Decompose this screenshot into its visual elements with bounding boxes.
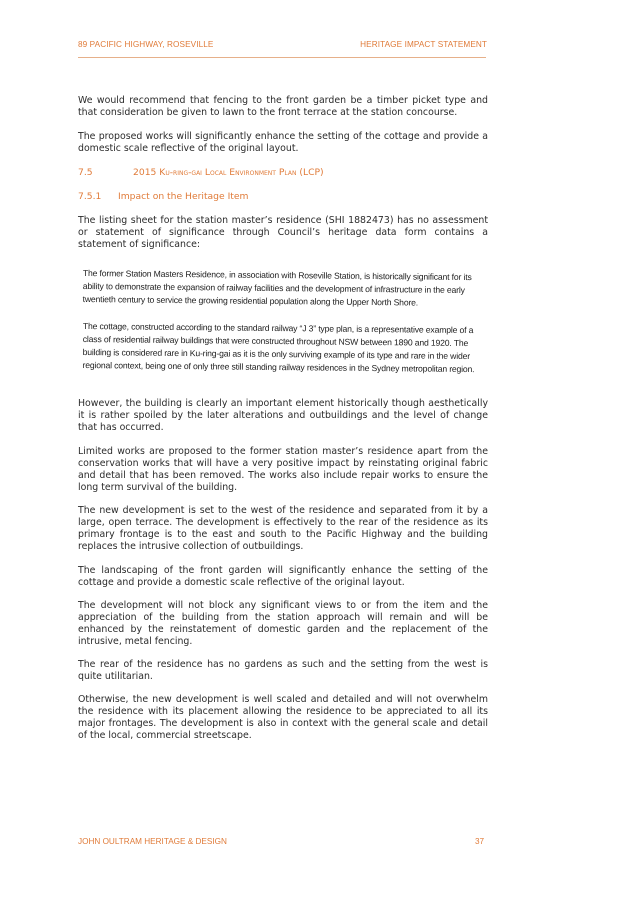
paragraph-text: We would recommend that fencing to the front garden be a timber picket type and that consideration be given to lawn to the front terrace at the station concourse. xyxy=(78,95,488,118)
paragraph-views xyxy=(78,600,488,648)
paragraph-text: The development will not block any significant views to or from the item and the appreciation of the building from the station approach will remain and will be enhanced by the reinstatement of domestic garden and the replacement of the intrusive, metal fencing. xyxy=(78,600,488,647)
paragraph-limited-works xyxy=(78,446,488,494)
paragraph-new-development xyxy=(78,505,488,553)
subsection-heading-7-5-1 xyxy=(78,191,249,203)
paragraph-text: The proposed works will significantly enhance the setting of the cottage and provide a domestic scale reflective of the original layout. xyxy=(78,131,488,154)
footer-company: JOHN OULTRAM HERITAGE & DESIGN xyxy=(78,837,227,846)
quoted-significance-statement-2: The cottage, constructed according to the standard railway “J 3” type plan, is a representative example of a class of residential railway buildings that were constructed throughout NSW between 1890 and 1920. The building is considered rare in Ku-ring-gai as it is the only surviving example of its type and rare in the wider regional context, being one of only three still standing railway residences in the Sydney metropolitan region. xyxy=(82,320,475,375)
paragraph-text: The rear of the residence has no gardens as such and the setting from the west is quite utilitarian. xyxy=(78,659,488,682)
paragraph-conclusion xyxy=(78,694,488,742)
header-document-title: HERITAGE IMPACT STATEMENT xyxy=(360,40,487,49)
section-heading-7-5 xyxy=(78,167,324,179)
paragraph-rear-setting xyxy=(78,659,488,683)
paragraph-text: The listing sheet for the station master’s residence (SHI 1882473) has no assessment or statement of significance through Council’s heritage data form contains a statement of significance: xyxy=(78,215,488,250)
paragraph-text: The new development is set to the west of the residence and separated from it by a large, open terrace. The development is effectively to the rear of the residence as its primary frontage is to the east and south to the Pacific Highway and the building replaces the intrusive collection of outbuildings. xyxy=(78,505,488,552)
header-address: 89 PACIFIC HIGHWAY, ROSEVILLE xyxy=(78,40,214,49)
paragraph-listing-sheet xyxy=(78,215,488,251)
subsection-title: Impact on the Heritage Item xyxy=(118,191,249,202)
paragraph-historic-importance xyxy=(78,398,488,434)
paragraph-text: Limited works are proposed to the former station master’s residence apart from the conservation works that will have a very positive impact by reinstating original fabric and detail that has been removed. The works also include repair works to ensure the long term survival of the building. xyxy=(78,446,488,493)
paragraph-text: Otherwise, the new development is well scaled and detailed and will not overwhelm the residence with its placement allowing the residence to be appreciated to all its major frontages. The development is also in context with the general scale and detail of the local, commercial streetscape. xyxy=(78,694,488,741)
paragraph-text: However, the building is clearly an important element historically though aesthetically it is rather spoiled by the later alterations and outbuildings and the level of change that has occurred. xyxy=(78,398,488,433)
paragraph-fencing xyxy=(78,95,488,119)
header-rule xyxy=(78,57,486,58)
footer-page-number: 37 xyxy=(475,837,485,846)
quoted-significance-statement-1: The former Station Masters Residence, in association with Roseville Station, is historically significant for its ability to demonstrate the expansion of railway facilities and the development of infrastructure in the early twentieth century to service the growing residential population along the Upper North Shore. xyxy=(82,267,472,308)
section-title: 2015 Ku-ring-gai Local Environment Plan (LCP) xyxy=(133,167,324,178)
paragraph-proposed-works xyxy=(78,131,488,155)
subsection-number: 7.5.1 xyxy=(78,191,102,202)
section-number: 7.5 xyxy=(78,167,93,178)
paragraph-landscaping xyxy=(78,565,488,589)
paragraph-text: The landscaping of the front garden will significantly enhance the setting of the cottage and provide a domestic scale reflective of the original layout. xyxy=(78,565,488,588)
